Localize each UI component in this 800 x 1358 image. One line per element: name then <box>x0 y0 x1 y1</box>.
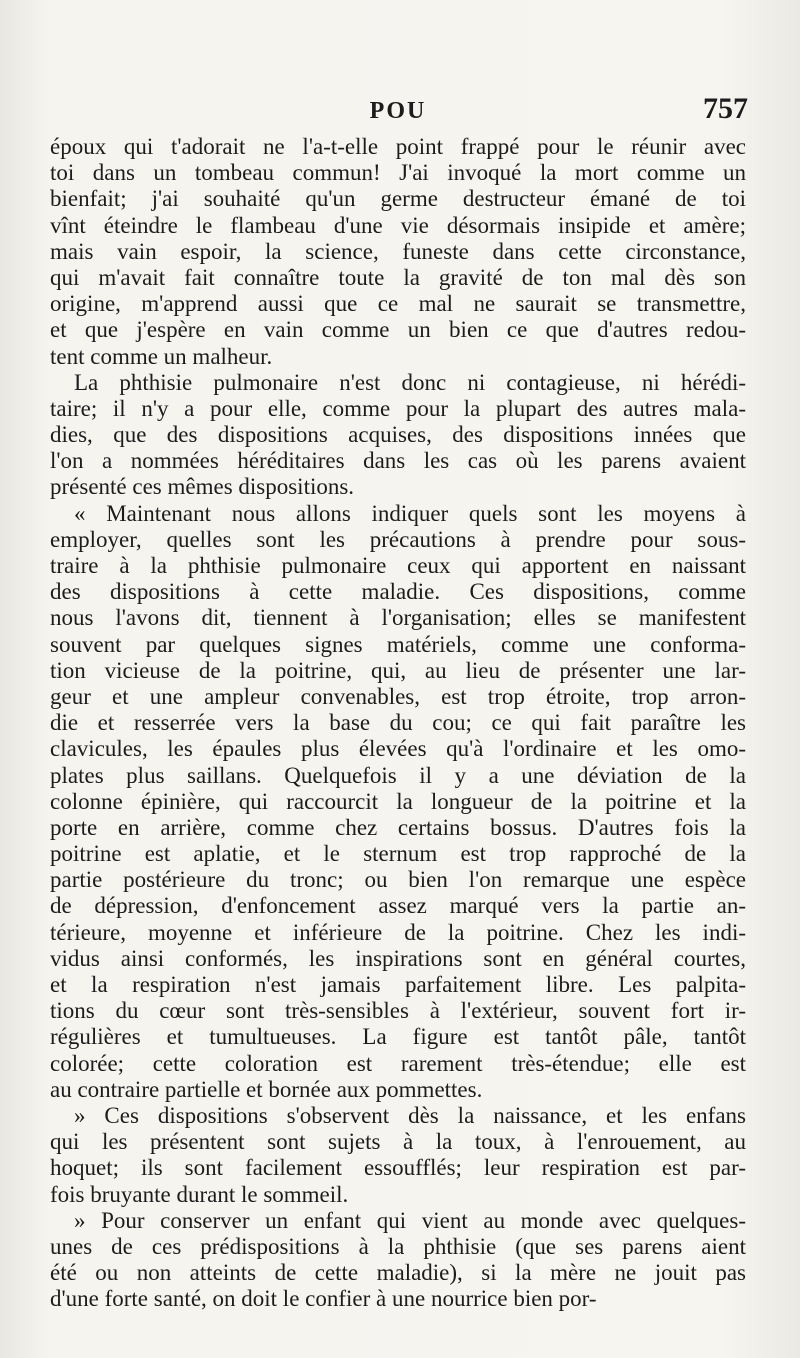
text-line: régulières et tumultueuses. La figure est tantôt pâle, tantôt <box>50 1024 746 1050</box>
text-line: taire; il n'y a pour elle, comme pour la plupart des autres mala- <box>50 395 746 421</box>
text-line: et la respiration n'est jamais parfaitement libre. Les palpita- <box>50 972 746 997</box>
text-line: au contraire partielle et bornée aux pommettes. <box>50 1076 483 1102</box>
text-line: été ou non atteints de cette maladie), si la mère ne jouit pas <box>50 1260 746 1286</box>
paragraph <box>50 1103 746 1208</box>
text-line: l'on a nommées héréditaires dans les cas où les parens avaient <box>50 448 746 474</box>
paragraph <box>50 1208 746 1313</box>
text-line: des dispositions à cette maladie. Ces dispositions, comme <box>50 579 746 605</box>
text-line: vînt éteindre le flambeau d'une vie désormais insipide et amère; <box>50 212 746 238</box>
text-line: fois bruyante durant le sommeil. <box>50 1181 349 1207</box>
page-number: 757 <box>703 92 748 125</box>
text-line: « Maintenant nous allons indiquer quels sont les moyens à <box>74 500 746 526</box>
text-line: die et resserrée vers la base du cou; ce qui fait paraître les <box>50 710 746 736</box>
text-line: La phthisie pulmonaire n'est donc ni contagieuse, ni hérédi- <box>74 369 746 395</box>
text-line: toi dans un tombeau commun! J'ai invoqué la mort comme un <box>50 160 746 186</box>
text-line: » Ces dispositions s'observent dès la naissance, et les enfans <box>74 1102 746 1128</box>
text-line: clavicules, les épaules plus élevées qu'à l'ordinaire et les omo- <box>50 736 746 762</box>
text-line: qui m'avait fait connaître toute la gravité de ton mal dès son <box>50 264 746 290</box>
text-line: colorée; cette coloration est rarement très-étendue; elle est <box>50 1050 746 1076</box>
paragraph <box>50 370 746 501</box>
text-line: bienfait; j'ai souhaité qu'un germe destructeur émané de toi <box>50 186 746 212</box>
text-line: et que j'espère en vain comme un bien ce que d'autres redou- <box>50 317 746 343</box>
text-line: térieure, moyenne et inférieure de la poitrine. Chez les indi- <box>50 919 746 945</box>
text-line: tion vicieuse de la poitrine, qui, au lieu de présenter une lar- <box>50 657 746 683</box>
text-line: employer, quelles sont les précautions à prendre pour sous- <box>50 526 746 552</box>
text-line: nous l'avons dit, tiennent à l'organisation; elles se manifestent <box>50 605 746 631</box>
text-line: de dépression, d'enfoncement assez marqué vers la partie an- <box>50 893 746 919</box>
paragraph <box>50 501 746 1103</box>
text-line: porte en arrière, comme chez certains bossus. D'autres fois la <box>50 814 746 840</box>
text-line: qui les présentent sont sujets à la toux, à l'enrouement, au <box>50 1129 746 1155</box>
text-line: époux qui t'adorait ne l'a-t-elle point frappé pour le réunir avec <box>50 134 746 159</box>
body-text <box>50 134 746 1312</box>
text-line: poitrine est aplatie, et le sternum est trop rapproché de la <box>50 841 746 867</box>
text-line: dies, que des dispositions acquises, des dispositions innées que <box>50 422 746 448</box>
text-line: origine, m'apprend aussi que ce mal ne saurait se transmettre, <box>50 291 746 317</box>
text-line: vidus ainsi conformés, les inspirations sont en général courtes, <box>50 945 746 971</box>
text-line: d'une forte santé, on doit le confier à une nourrice bien por- <box>50 1286 597 1312</box>
text-line: plates plus saillans. Quelquefois il y a une déviation de la <box>50 762 746 788</box>
paragraph <box>50 134 746 370</box>
text-line: traire à la phthisie pulmonaire ceux qui apportent en naissant <box>50 553 746 578</box>
text-line: tent comme un malheur. <box>50 343 273 369</box>
text-line: geur et une ampleur convenables, est trop étroite, trop arron- <box>50 683 746 709</box>
text-line: colonne épinière, qui raccourcit la longueur de la poitrine et la <box>50 788 746 814</box>
text-line: présenté ces mêmes dispositions. <box>50 474 355 500</box>
text-line: hoquet; ils sont facilement essoufflés; leur respiration est par- <box>50 1155 746 1181</box>
text-line: souvent par quelques signes matériels, comme une conforma- <box>50 631 746 657</box>
page-header <box>48 92 748 134</box>
text-line: unes de ces prédispositions à la phthisie (que ses parens aient <box>50 1233 746 1259</box>
text-line: mais vain espoir, la science, funeste dans cette circonstance, <box>50 238 746 264</box>
text-line: » Pour conserver un enfant qui vient au monde avec quelques- <box>74 1207 746 1233</box>
text-line: partie postérieure du tronc; ou bien l'on remarque une espèce <box>50 867 746 893</box>
running-head: POU <box>369 98 427 124</box>
text-line: tions du cœur sont très-sensibles à l'extérieur, souvent fort ir- <box>50 998 746 1024</box>
